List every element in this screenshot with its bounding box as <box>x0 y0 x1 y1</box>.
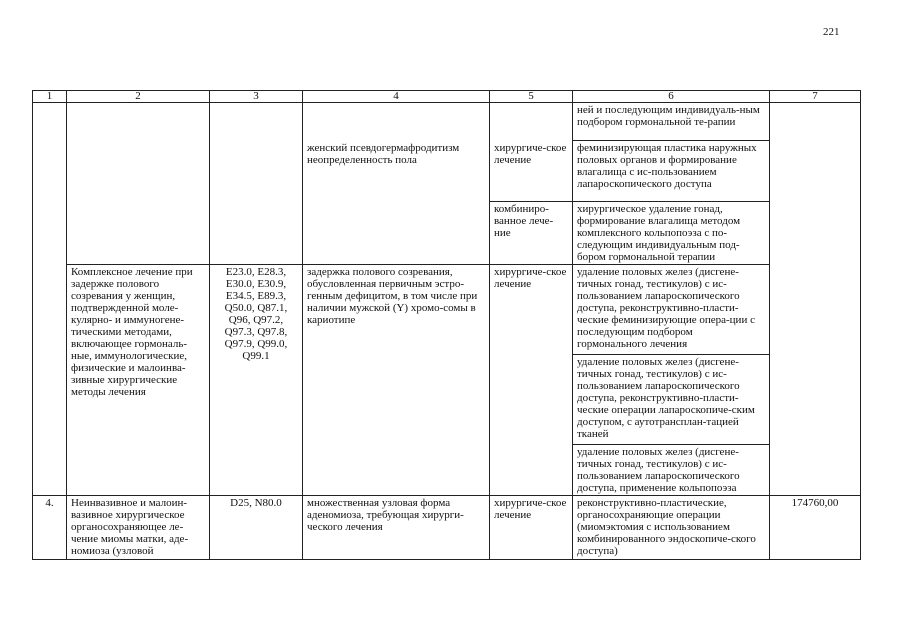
cell-treatment-type: комбиниро-ванное лече-ние <box>490 202 573 265</box>
column-header-6: 6 <box>573 91 770 103</box>
column-header-3: 3 <box>210 91 303 103</box>
cell-method-blank <box>67 103 210 265</box>
cell-treatment-blank <box>490 103 573 141</box>
cell-method-desc: удаление половых желез (дисгене-тичных гонад, тестикулов) с ис-пользованием лапароскопического доступа, реконструктивно-пласти-ческие операции лапароскопиче-ским доступом, с аутотрансплан-тацией тканей <box>573 355 770 445</box>
cell-codes: E23.0, E28.3, E30.0, E30.9, E34.5, E89.3, Q50.0, Q87.1, Q96, Q97.2, Q97.3, Q97.8, Q97.9, Q99.0, Q99.1 <box>210 265 303 496</box>
cell-patient-model: задержка полового созревания, обусловленная первичным эстро-генным дефицитом, в том числе при наличии мужской (Y) хромо-сомы в кариотипе <box>303 265 490 496</box>
cell-model-blank <box>303 103 490 141</box>
column-header-2: 2 <box>67 91 210 103</box>
cell-treatment-type: хирургиче-ское лечение <box>490 496 573 560</box>
cell-patient-model: множественная узловая форма аденомиоза, требующая хирурги-ческого лечения <box>303 496 490 560</box>
column-header-5: 5 <box>490 91 573 103</box>
cell-number: 4. <box>33 496 67 560</box>
cell-method-desc: удаление половых желез (дисгене-тичных гонад, тестикулов) с ис-пользованием лапароскопического доступа, применение кольпопоэза <box>573 445 770 496</box>
cell-cost-blank <box>770 103 861 496</box>
cell-patient-model: женский псевдогермафродитизм неопределенность пола <box>303 141 490 265</box>
cell-number-blank <box>33 265 67 496</box>
cell-method-desc: реконструктивно-пластические, органосохраняющие операции (миомэктомия с использованием комбинированного эндоскопиче-ского доступа) <box>573 496 770 560</box>
cell-treatment-type: хирургиче-ское лечение <box>490 141 573 202</box>
cell-method-desc: ней и последующим индивидуаль-ным подбором гормональной те-рапии <box>573 103 770 141</box>
cell-method-name: Неинвазивное и малоин-вазивное хирургическое органосохраняющее ле-чение миомы матки, аде-номиоза (узловой <box>67 496 210 560</box>
column-header-7: 7 <box>770 91 861 103</box>
cell-codes: D25, N80.0 <box>210 496 303 560</box>
cell-method-desc: феминизирующая пластика наружных половых органов и формирование влагалища с ис-пользованием лапароскопического доступа <box>573 141 770 202</box>
cell-method-name: Комплексное лечение при задержке полового созревания у женщин, подтвержденной моле-кулярно- и иммуногене-тическими методами, включающее гормональ-ные, иммунологические, физические и малоинва-зивные хирургические методы лечения <box>67 265 210 496</box>
page-number: 221 <box>823 26 840 38</box>
cell-method-desc: хирургическое удаление гонад, формирование влагалища методом комплексного кольпопоэза с по-следующим индивидуальным под-бором гормональной терапии <box>573 202 770 265</box>
table-row <box>33 103 861 141</box>
column-header-1: 1 <box>33 91 67 103</box>
table-row <box>33 265 861 355</box>
cell-treatment-type: хирургиче-ское лечение <box>490 265 573 496</box>
cell-codes-blank <box>210 103 303 265</box>
table-row <box>33 496 861 560</box>
cell-cost: 174760,00 <box>770 496 861 560</box>
column-header-4: 4 <box>303 91 490 103</box>
cell-method-desc: удаление половых желез (дисгене-тичных гонад, тестикулов) с ис-пользованием лапароскопического доступа, реконструктивно-пласти-ческие феминизирующие опера-ции с последующим подбором гормонального лечения <box>573 265 770 355</box>
header-row <box>33 91 861 103</box>
cell-number-blank <box>33 103 67 265</box>
medical-care-table <box>32 90 861 560</box>
